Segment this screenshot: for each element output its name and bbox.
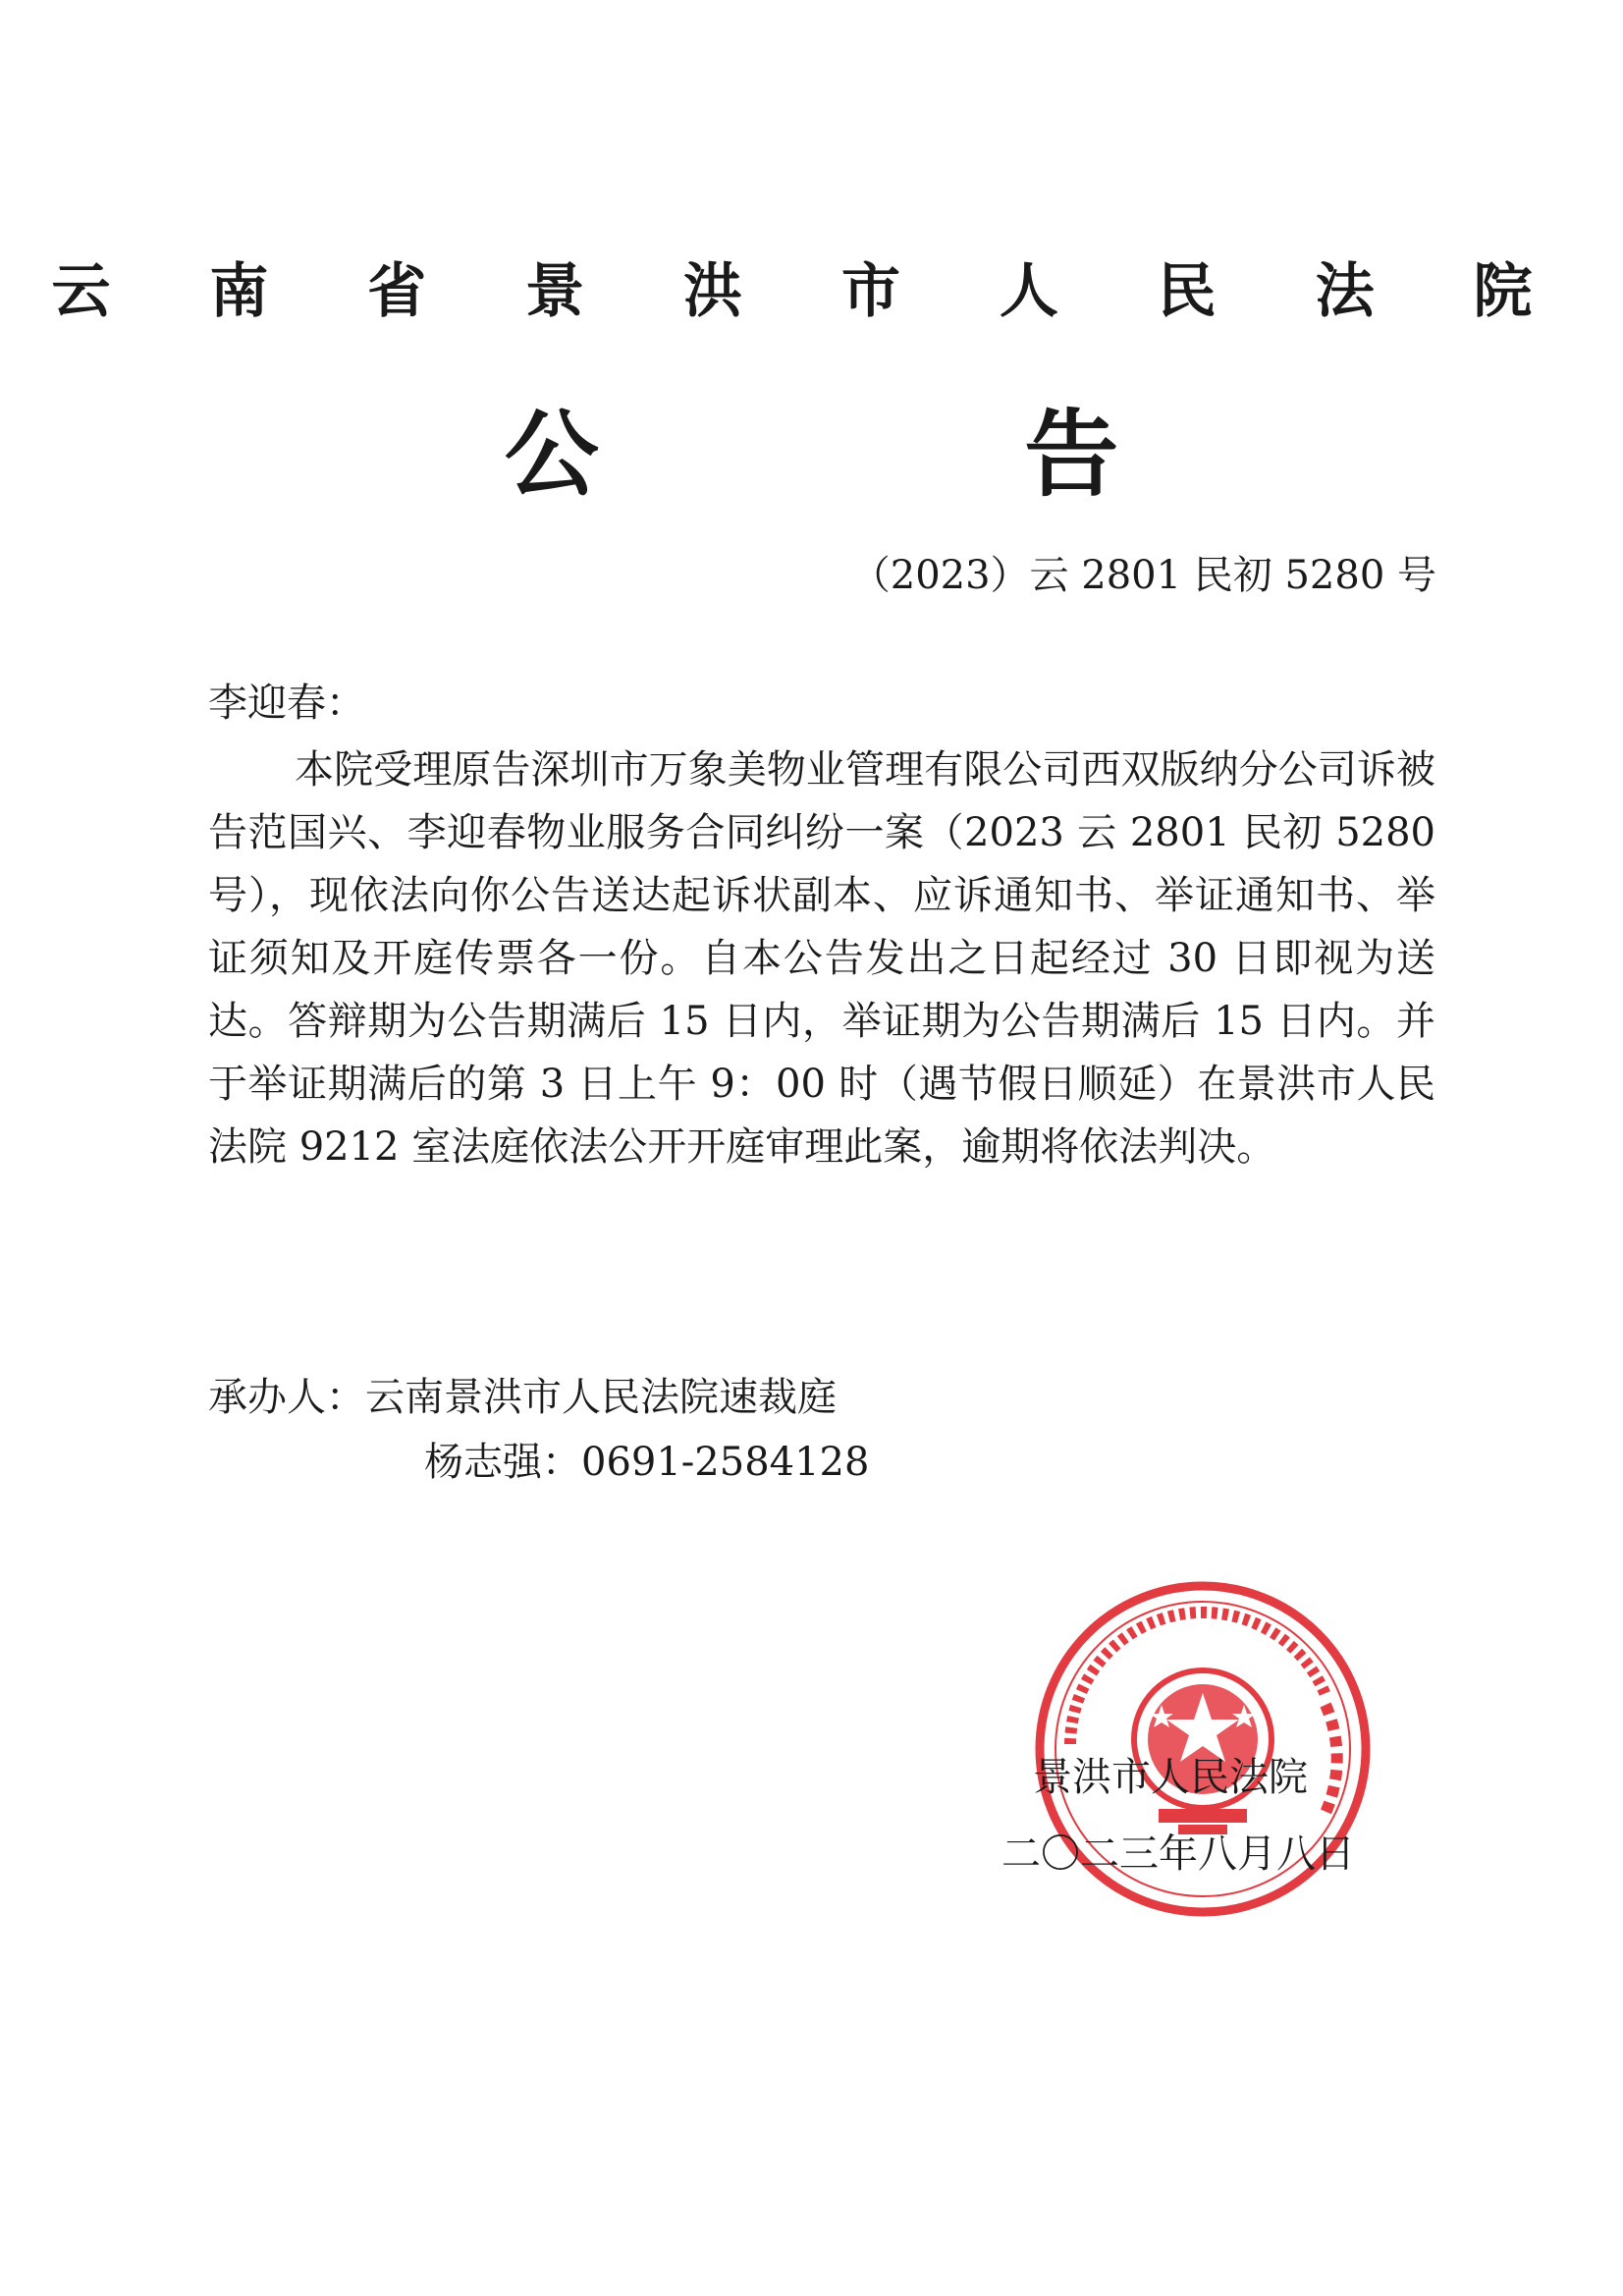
court-name-heading: 云 南 省 景 洪 市 人 民 法 院 bbox=[51, 257, 1572, 326]
handler-department: 承办人：云南景洪市人民法院速裁庭 bbox=[208, 1375, 837, 1420]
signature-date: 二〇二三年八月八日 bbox=[1001, 1831, 1355, 1877]
notice-title: 公 告 bbox=[504, 400, 1316, 510]
addressee: 李迎春： bbox=[208, 681, 365, 726]
handler-block bbox=[208, 1365, 869, 1495]
case-number: （2023）云 2801 民初 5280 号 bbox=[850, 553, 1436, 598]
handler-contact: 杨志强：0691-2584128 bbox=[424, 1440, 870, 1485]
notice-body-paragraph: 本院受理原告深圳市万象美物业管理有限公司西双版纳分公司诉被告范国兴、李迎春物业服务合同纠纷一案（2023 云 2801 民初 5280 号），现依法向你公告送达起诉状副本、应诉通知书、举证通知书、举证须知及开庭传票各一份。自本公告发出之日起经过 30 日即视为送达。答辩期为公告期满后 15 日内，举证期为公告期满后 15 日内。并于举证期满后的第 3 日上午 9：00 时（遇节假日顺延）在景洪市人民法院 9212 室法庭依法公开开庭审理此案，逾期将依法判决。 bbox=[208, 747, 1435, 1170]
signature-court-name: 景洪市人民法院 bbox=[1033, 1755, 1308, 1800]
